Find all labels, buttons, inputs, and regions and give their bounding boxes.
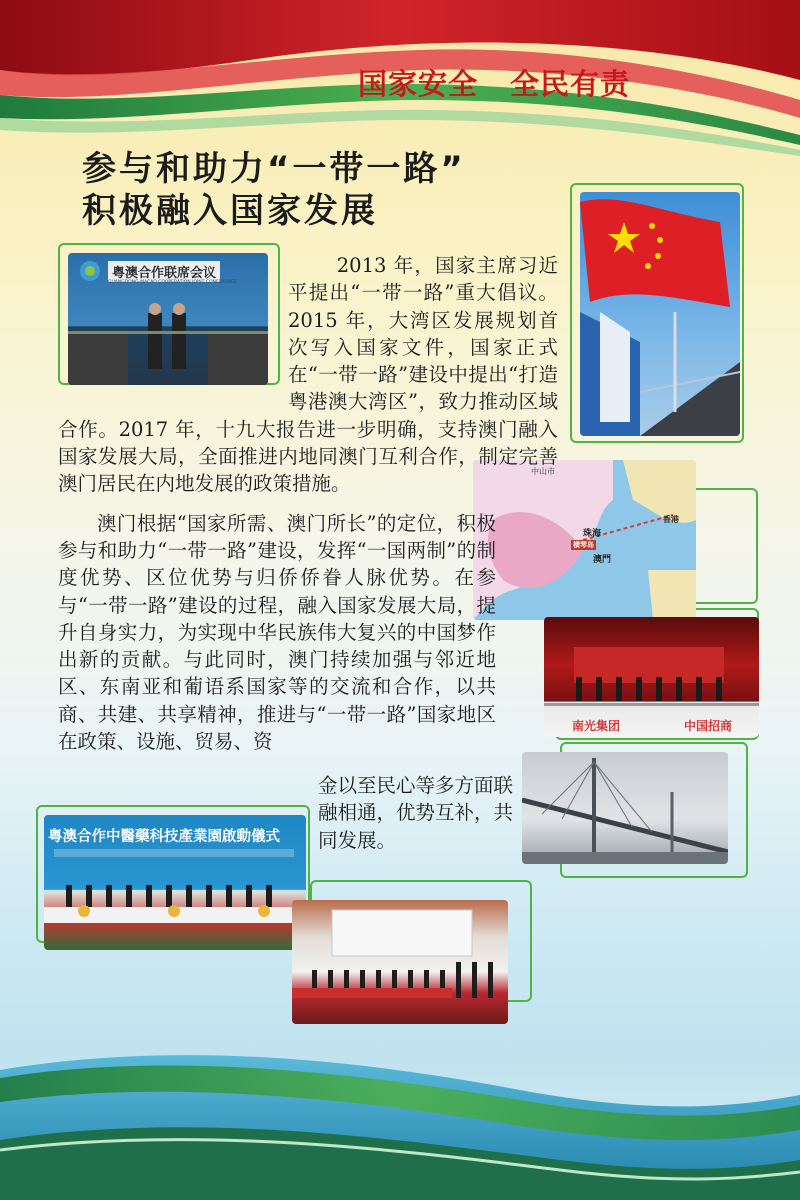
ceremony-photo bbox=[544, 617, 759, 737]
paragraph-2-tail: 金以至民心等多方面联融相通，优势互补，共同发展。 bbox=[318, 774, 514, 852]
slogan-left: 国家安全 bbox=[358, 67, 479, 101]
ceremony-logo-right: 中国招商 bbox=[684, 719, 733, 733]
conference-banner-english: GUANGDONG-MACAO COOPERATION JOINT CONFERENCE bbox=[108, 280, 237, 285]
signing-scene bbox=[292, 900, 508, 1024]
ceremony-logo-left: 南光集团 bbox=[572, 719, 621, 733]
conference-banner-text: 粤澳合作联席会议 bbox=[108, 261, 220, 282]
map-label-hengqin: 横琴岛 bbox=[573, 541, 594, 549]
title-line-1: 参与和助力“一带一路” bbox=[82, 149, 466, 189]
flag-bridge-photo bbox=[580, 192, 740, 436]
title-line-2: 积极融入国家发展 bbox=[82, 191, 378, 231]
bridge-scene bbox=[522, 752, 728, 864]
header-slogan bbox=[358, 62, 630, 103]
slogan-right: 全民有责 bbox=[510, 67, 631, 101]
map-label-macau: 澳門 bbox=[593, 555, 612, 565]
map-label-hongkong: 香港 bbox=[663, 515, 679, 524]
page-title bbox=[82, 148, 466, 232]
map-label-zhongshan: 中山市 bbox=[531, 467, 555, 476]
paragraph-1: 2013 年，国家主席习近平提出“一带一路”重大倡议。2015 年，大湾区发展规划首次写入国家文件，国家正式在“一带一路”建设中提出“打造粤港澳大湾区”，致力推动区域合作。2017 年，十九大报告进一步明确，支持澳门融入国家发展大局，全面推进内地同澳门互利合作，制定完善澳门居民在内地发展的政策措施。 bbox=[58, 254, 558, 496]
article-body bbox=[58, 252, 558, 755]
flag-bridge-scene bbox=[580, 192, 740, 436]
tcm-scene bbox=[44, 815, 306, 950]
map-label-zhuhai: 珠海 bbox=[583, 529, 602, 539]
tcm-banner-text: 粤澳合作中醫藥科技產業園啟動儀式 bbox=[48, 829, 280, 845]
tcm-ceremony-photo bbox=[44, 815, 306, 950]
signing-ceremony-photo bbox=[292, 900, 508, 1024]
text-wrap-spacer bbox=[58, 252, 288, 394]
paragraph-2: 澳门根据“国家所需、澳门所长”的定位，积极参与和助力“一带一路”建设，发挥“一国两制”的制度优势、区位优势与归侨侨眷人脉优势。在参与“一带一路”建设的过程，融入国家发展大局，提升自身实力，为实现中华民族伟大复兴的中国梦作出新的贡献。与此同时，澳门持续加强与邻近地区、东南亚和葡语系国家等的交流和合作，以共商、共建、共享精神，推进与“一带一路”国家地区在政策、设施、贸易、资 bbox=[58, 511, 496, 754]
bridge-photo bbox=[522, 752, 728, 864]
